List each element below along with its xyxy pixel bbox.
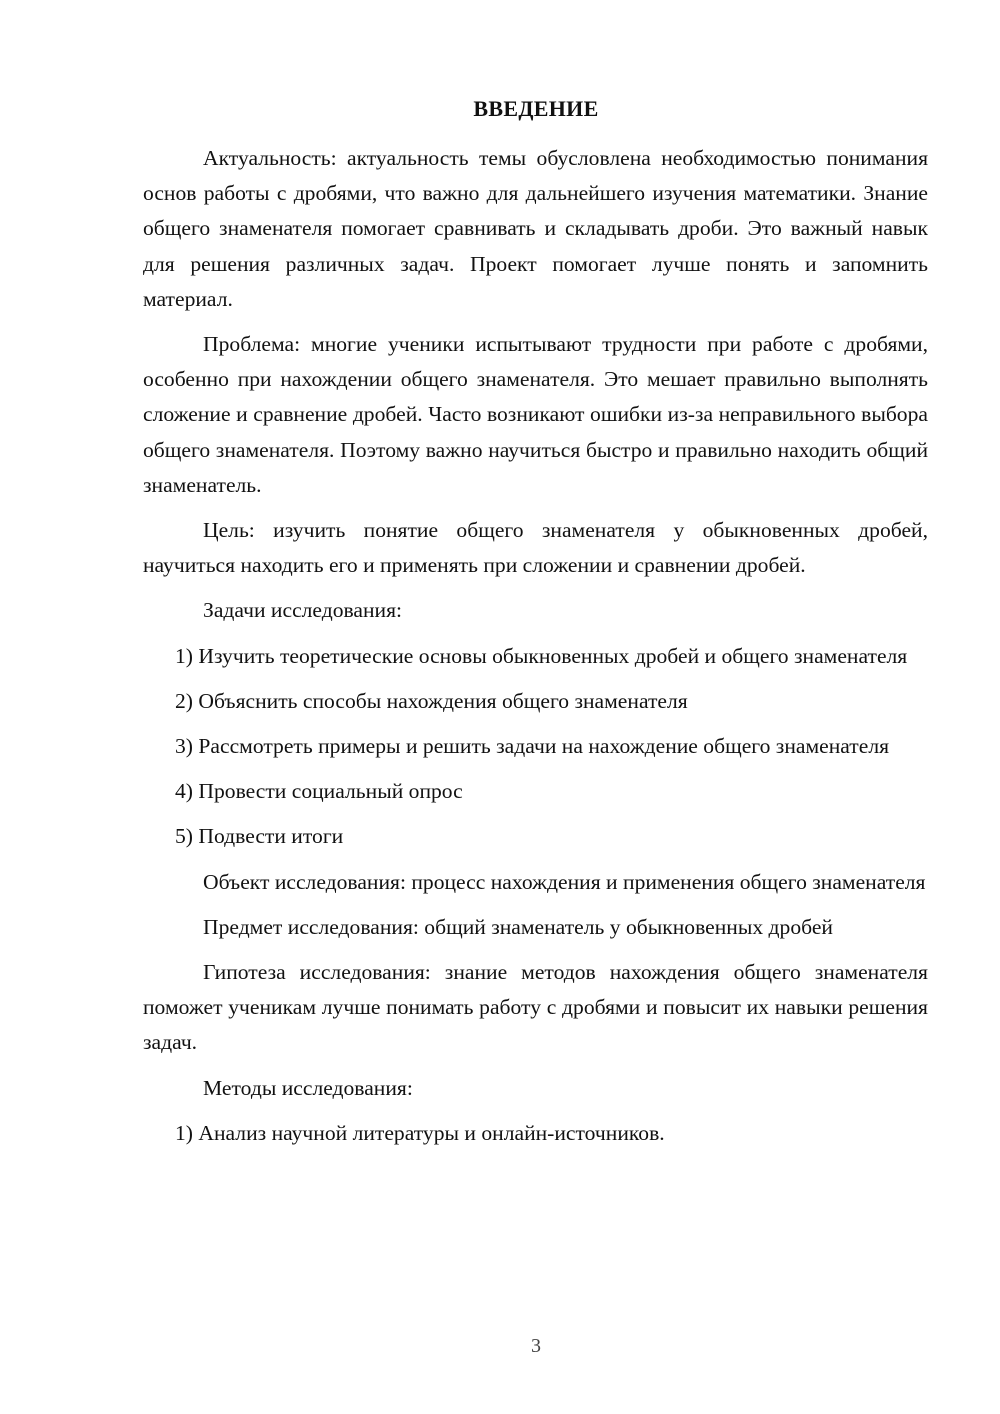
list-item-task-2: 2) Объяснить способы нахождения общего знаменателя [175, 688, 688, 713]
paragraph-methods-heading: Методы исследования: [203, 1075, 413, 1100]
paragraph-subject: Предмет исследования: общий знаменатель у обыкновенных дробей [203, 914, 833, 939]
list-item-method-1: 1) Анализ научной литературы и онлайн-источников. [175, 1120, 665, 1145]
list-item-task-4: 4) Провести социальный опрос [175, 779, 463, 804]
paragraph-problem: Проблема: многие ученики испытывают трудности при работе с дробями, особенно при нахождении общего знаменателя. Это мешает правильно выполнять сложение и сравнение дробей. Часто возникают ошибки из-за неправильного выбора общего знаменателя. Поэтому важно научиться быстро и правильно находить общий знаменатель. [143, 332, 928, 497]
page-number: 3 [531, 1335, 541, 1357]
body-text [143, 141, 928, 1161]
paragraph-goal: Цель: изучить понятие общего знаменателя у обыкновенных дробей, научиться находить его и применять при сложении и сравнении дробей. [143, 518, 928, 578]
paragraph-relevance: Актуальность: актуальность темы обусловлена необходимостью понимания основ работы с дробями, что важно для дальнейшего изучения математики. Знание общего знаменателя помогает сравнивать и складывать дроби. Это важный навык для решения различных задач. Проект помогает лучше понять и запомнить материал. [143, 146, 928, 311]
paragraph-tasks-heading: Задачи исследования: [203, 598, 403, 623]
list-item-task-5: 5) Подвести итоги [175, 824, 344, 849]
list-item-task-3: 3) Рассмотреть примеры и решить задачи на нахождение общего знаменателя [175, 734, 890, 759]
section-heading: ВВЕДЕНИЕ [473, 96, 599, 121]
paragraph-object: Объект исследования: процесс нахождения и применения общего знаменателя [203, 869, 926, 894]
paragraph-hypothesis: Гипотеза исследования: знание методов нахождения общего знаменателя поможет ученикам лучше понимать работу с дробями и повысит их навыки решения задач. [143, 960, 928, 1055]
list-item-task-1: 1) Изучить теоретические основы обыкновенных дробей и общего знаменателя [175, 643, 908, 668]
